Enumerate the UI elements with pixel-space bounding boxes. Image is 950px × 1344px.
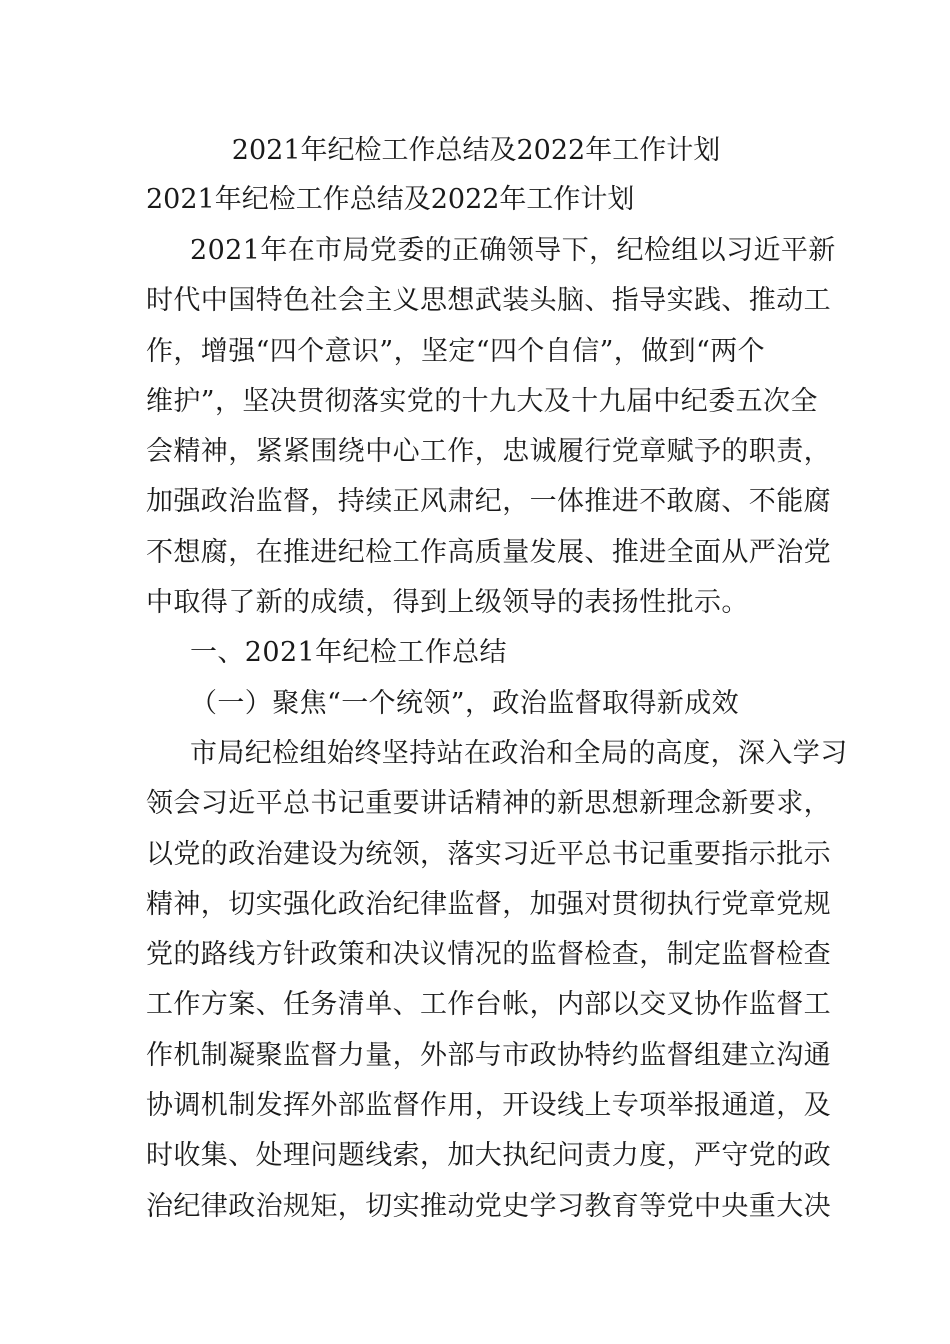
paragraph-line: 2021年在市局党委的正确领导下，纪检组以习近平新 [190,235,836,266]
section-heading: 一、2021年纪检工作总结 [190,637,507,669]
paragraph-line: 领会习近平总书记重要讲话精神的新思想新理念新要求， [146,788,831,820]
paragraph-line: 作，增强“四个意识”，坚定“四个自信”，做到“两个 [146,335,766,367]
paragraph-line: 不想腐，在推进纪检工作高质量发展、推进全面从严治党 [146,536,831,568]
document-body [146,226,848,1232]
subsection-heading: （一）聚焦“一个统领”，政治监督取得新成效 [190,687,740,719]
paragraph-line: 精神，切实强化政治纪律监督，加强对贯彻执行党章党规 [146,888,831,920]
paragraph-line: 维护”，坚决贯彻落实党的十九大及十九届中纪委五次全 [146,385,818,417]
document-subtitle: 2021年纪检工作总结及2022年工作计划 [146,184,635,215]
paragraph-line: 以党的政治建设为统领，落实习近平总书记重要指示批示 [146,838,831,870]
paragraph-line: 协调机制发挥外部监督作用，开设线上专项举报通道，及 [146,1090,831,1122]
intro-paragraph [146,226,836,628]
paragraph-line: 工作方案、任务清单、工作台帐，内部以交叉协作监督工 [146,989,831,1021]
paragraph-line: 中取得了新的成绩，得到上级领导的表扬性批示。 [146,587,749,619]
paragraph-line: 时收集、处理问题线索，加大执纪问责力度，严守党的政 [146,1140,831,1172]
paragraph-line: 党的路线方针政策和决议情况的监督检查，制定监督检查 [146,939,831,971]
paragraph-line: 时代中国特色社会主义思想武装头脑、指导实践、推动工 [146,285,831,317]
paragraph-line: 会精神，紧紧围绕中心工作，忠诚履行党章赋予的职责， [146,436,831,468]
document-title: 2021年纪检工作总结及2022年工作计划 [231,135,721,166]
subsection-paragraph [146,729,848,1232]
paragraph-line: 加强政治监督，持续正风肃纪，一体推进不敢腐、不能腐 [146,486,831,518]
paragraph-line: 治纪律政治规矩，切实推动党史学习教育等党中央重大决 [146,1190,831,1222]
paragraph-line: 作机制凝聚监督力量，外部与市政协特约监督组建立沟通 [146,1039,831,1071]
paragraph-line: 市局纪检组始终坚持站在政治和全局的高度，深入学习 [190,737,848,769]
